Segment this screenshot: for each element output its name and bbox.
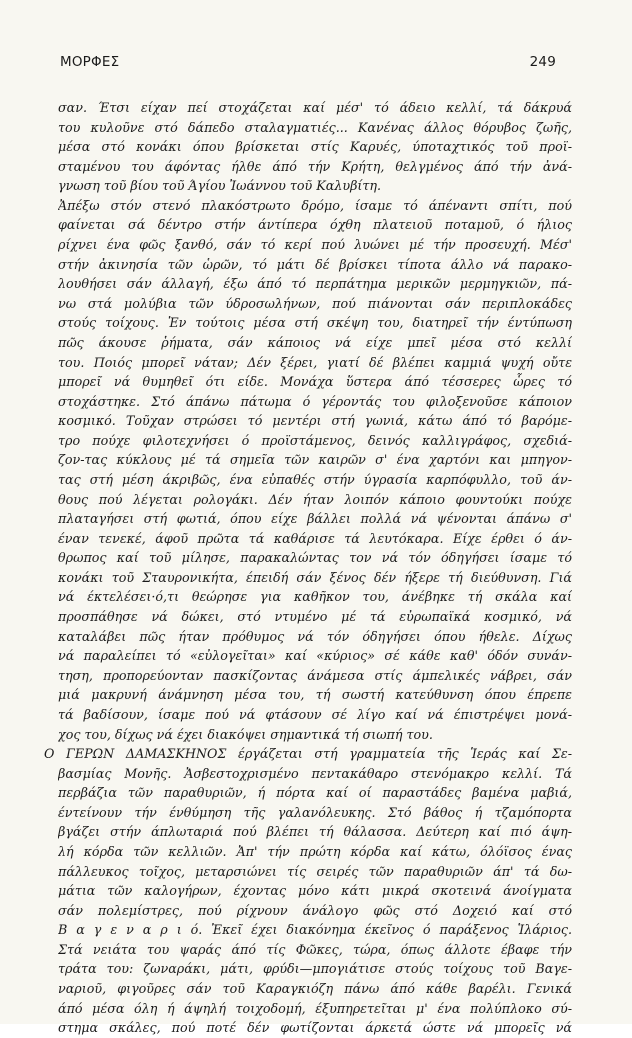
text-line: κοσμικό. Τοῦχαν στρώσει τό μεντέρι στή γωνιά, κάτω άπό τό βαρόμε-: [58, 413, 572, 429]
text-line: πῶς άκουσε ῥήματα, σάν κάποιος νά είχε μπεῖ μέσα στό κελλί: [58, 334, 572, 350]
text-line: τας στή μέση άκριβῶς, ένα εὐπαθές στήν ύγρασία καρπόφυλλο, τοῦ άν-: [58, 471, 572, 487]
text-line: μάτια τῶν καλογήρων, έχοντας μόνο κάτι μικρά σκοτεινά άνοίγματα: [58, 883, 572, 899]
text-line: στήν ἀκινησία τῶν ὡρῶν, τό μάτι δέ βρίσκει τίποτα άλλο νά παρακο-: [58, 256, 572, 272]
text-line: Ο ΓΕΡΩΝ ΔΑΜΑΣΚΗΝΟΣ έργάζεται στή γραμματεία τῆς Ἱεράς καί Σε-: [44, 746, 572, 762]
text-line: θρωπος καί τοῦ μίλησε, παρακαλώντας τον νά τόν όδηγήσει ίσαμε τό: [58, 550, 572, 566]
text-line: νά παραλείπει τό «εὐλογεῖται» καί «κύριος» σέ κάθε καθ' όδόν συνάν-: [58, 648, 572, 664]
text-line: προσπάθησε νά δώκει, στό ντυμένο μέ τά εὐρωπαϊκά κοσμικό, νά: [58, 609, 572, 625]
text-line: τρο πούχε φιλοτεχνήσει ό προϊστάμενος, δεινός καλλιγράφος, σχεδιά-: [58, 432, 572, 448]
text-line: τά βαδίσουν, ίσαμε πού νά φτάσουν σέ λίγο καί νά έπιστρέψει μονά-: [58, 706, 572, 722]
text-line: έναν τενεκέ, άφοῦ πρῶτα τά καθάρισε τά λευτόκαρα. Είχε έρθει ό άν-: [58, 530, 572, 546]
text-line: γνωση τοῦ βίου τοῦ Άγίου Ἰωάννου τοῦ Καλυβίτη.: [58, 178, 382, 194]
text-line: φαίνεται σά δέντρο στήν άντίπερα όχθη πλατειοῦ ποταμοῦ, ό ήλιος: [58, 217, 572, 233]
text-line: μιά μακρυνή άνάμνηση μέσα του, τή σωστή κατεύθυνση όπου έπρεπε: [58, 687, 572, 703]
text-line: μέσα στό κονάκι όπου βρίσκεται στίς Καρυές, ύποταχτικός τοῦ προϊ-: [58, 139, 572, 155]
text-line: βγάζει στήν άπλωταριά πού βλέπει τή θάλασσα. Δεύτερη καί πιό άψη-: [58, 824, 572, 840]
text-line: στοχάστηκε. Στό άπάνω πάτωμα ό γέροντάς του φιλοξενοῦσε κάποιον: [58, 393, 572, 409]
page-number: 249: [529, 54, 556, 70]
text-line: Β α γ ε ν α ρ ι ό. Ἐκεῖ έχει διακόνημα έκεῖνος ό παράξενος Ἱλάριος.: [58, 922, 572, 938]
text-line: σταμένου του άφόντας ήλθε άπό τήν Κρήτη, θελγμένος άπό τήν ἀνά-: [58, 158, 572, 174]
text-line: νω στά μολύβια τῶν ύδροσωλήνων, πού πιάνονται σάν περιπλοκάδες: [58, 295, 572, 311]
text-line: βασμίας Μονῆς. Ἀσβεστοχρισμένο πεντακάθαρο στενόμακρο κελλί. Τά: [58, 765, 572, 781]
running-header: [60, 54, 556, 74]
text-line: πλαταγήσει στή φωτιά, όπου είχε βάλλει πολλά νά ψένονται άπάνω σ': [58, 511, 572, 527]
text-line: σαν. Έτσι είχαν πεί στοχάζεται καί μέσ' τό άδειο κελλί, τά δάκρυά: [58, 100, 572, 115]
text-line: χος του, δίχως νά έχει διακόψει σημαντικά τή σιωπή του.: [58, 726, 433, 742]
text-line: στούς τοίχους. Ἐν τούτοις μέσα στή σκέψη του, διατηρεῖ τήν έντύπωση: [58, 315, 572, 331]
text-line: άπό μέσα όλη ή άψηλή τοιχοδομή, έξυπηρετεῖται μ' ένα πολύπλοκο σύ-: [58, 1000, 572, 1016]
text-line: Ἀπέξω στόν στενό πλακόστρωτο δρόμο, ίσαμε τό άπέναντι σπίτι, πού: [58, 197, 572, 213]
text-line: ζον-τας κύκλους μέ τά σημεῖα τῶν καιρῶν σ' ένα χαρτόνι και μπηγον-: [58, 452, 572, 468]
text-line: ρίχνει ένα φῶς ξανθό, σάν τό κερί πού λυώνει μέ τήν προσευχή. Μέσ': [58, 237, 572, 253]
text-line: Στά νειάτα του ψαράς άπό τίς Φῶκες, τώρα, όπως άλλοτε έβαφε τήν: [58, 941, 572, 957]
text-line: λουθήσει σάν άλλαγή, έξω άπό τό περπάτημα μερικῶν μερμηγκιῶν, πά-: [58, 276, 572, 292]
text-line: θους πού λέγεται ρολογάκι. Δέν ήταν λοιπόν κάποιο φουντούκι πούχε: [58, 491, 572, 507]
text-line: κονάκι τοῦ Σταυρονικήτα, έπειδή σάν ξένος δέν ήξερε τή διεύθυνση. Γιά: [58, 569, 572, 585]
text-line: πάλλευκος τοῖχος, μεταρσιώνει τίς σειρές τῶν παραθυριῶν άπ' τά δω-: [58, 863, 572, 879]
text-line: στημα σκάλες, πού ποτέ δέν φωτίζονται άρκετά ώστε νά μπορεῖς νά: [58, 1020, 572, 1036]
text-line: του κυλοῦνε στό δάπεδο σταλαγματιές... Κανένας άλλος θόρυβος ζωῆς,: [58, 119, 572, 135]
text-line: περβάζια τῶν παραθυριῶν, ή πόρτα καί οί παραστάδες βαμένα μαβιά,: [58, 785, 572, 801]
text-line: τράτα του: ζωναράκι, μάτι, φρύδι—μπογιάτισε στούς τοίχους τοῦ Βαγε-: [58, 961, 572, 977]
text-line: καταλάβει πῶς ήταν πρόθυμος νά τόν όδηγήσει όπου ήθελε. Δίχως: [58, 628, 572, 644]
text-line: λή κόρδα τῶν κελλιῶν. Ἀπ' τήν πρώτη κόρδα καί κάτω, όλόϊσος ένας: [58, 843, 572, 859]
text-line: του. Ποιός μπορεῖ νάταν; Δέν ξέρει, γιατί δέ βλέπει καμμιά ψυχή οὔτε: [58, 354, 572, 370]
text-line: σάν πολεμίστρες, πού ρίχνουν άνάλογο φῶς στό Δοχειό καί στό: [58, 902, 572, 918]
journal-title: ΜΟΡΦΕΣ: [60, 54, 120, 70]
text-line: νά έκτελέσει·ό,τι θεώρησε για καθῆκον του, άνέβηκε τή σκάλα καί: [58, 589, 572, 605]
text-line: μπορεῖ νά θυμηθεῖ ότι είδε. Μονάχα ὕστερα άπό τέσσερες ὧρες τό: [58, 374, 572, 390]
text-line: έντείνουν τήν ένθύμηση τῆς γαλανόλευκης. Στό βάθος ή τζαμόπορτα: [58, 804, 572, 820]
body-text: [44, 98, 572, 1038]
text-line: ναριοῦ, φιγοῦρες σάν τοῦ Καραγκιόζη πάνω άπό κάθε βαρέλι. Γενικά: [58, 981, 572, 997]
text-line: τηση, προπορεύονταν πασκίζοντας άνάμεσα στίς άμπελικές νάβρει, σάν: [58, 667, 572, 683]
